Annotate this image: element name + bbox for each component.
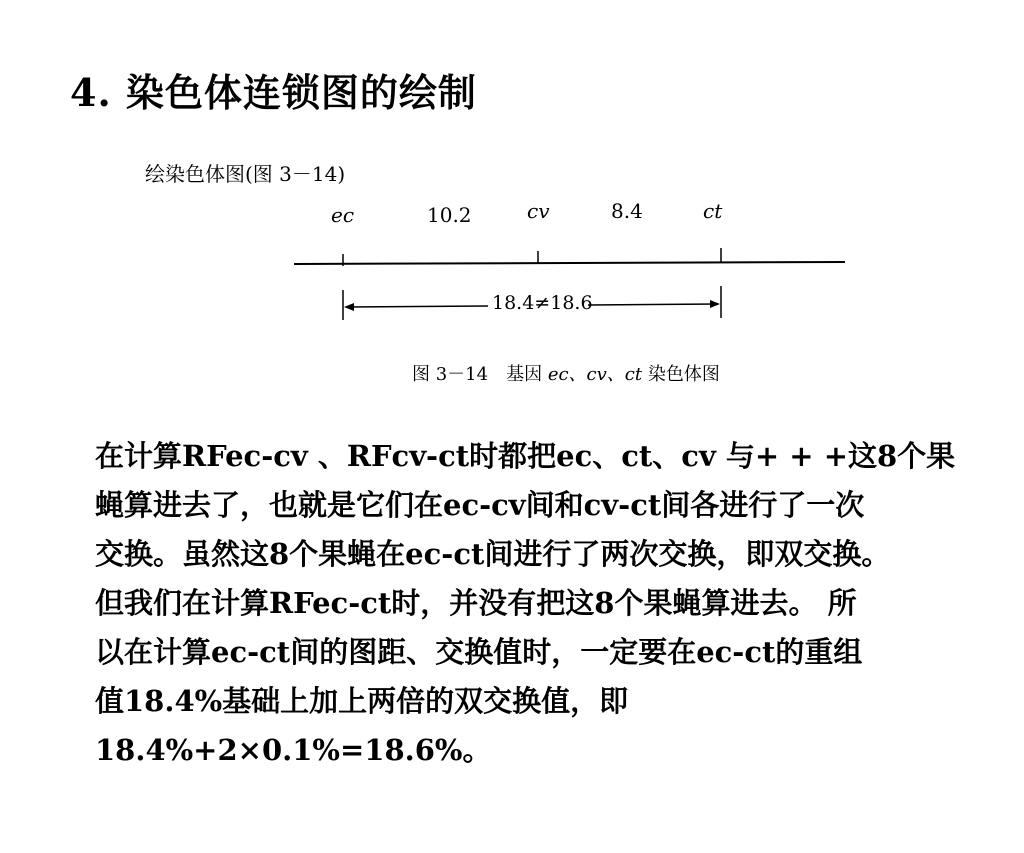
chromosome-map-figure (0, 0, 1024, 420)
span-arrow-left-line (346, 306, 488, 307)
slide-title: 4. 染色体连锁图的绘制 (70, 70, 477, 115)
paragraph-line: 在计算RFec-cv 、RFcv-ct时都把ec、ct、cv 与+ + +这8个果 (95, 439, 956, 473)
figure-intro-text: 绘染色体图(图 3－14) (145, 162, 346, 186)
distance-label-cv-ct: 8.4 (611, 199, 643, 223)
paragraph-line: 以在计算ec-ct间的图距、交换值时，一定要在ec-ct的重组 (95, 635, 863, 669)
span-arrow-right-line (588, 304, 718, 305)
gene-label-ec: ec (331, 203, 355, 227)
figure-caption (412, 360, 720, 386)
caption-suffix: 染色体图 (642, 364, 720, 385)
paragraph-line: 蝇算进去了，也就是它们在ec-cv间和cv-ct间各进行了一次 (95, 488, 865, 522)
paragraph-line: 值18.4%基础上加上两倍的双交换值，即 (95, 684, 629, 718)
paragraph-line: 18.4%+2×0.1%=18.6%。 (95, 733, 492, 767)
distance-label-ec-cv: 10.2 (427, 203, 472, 227)
chromosome-diagram (0, 0, 1024, 420)
gene-label-cv: cv (527, 199, 550, 223)
span-arrowhead-right (710, 300, 720, 308)
caption-genes: ec、cv、ct (547, 364, 643, 385)
chromosome-line (294, 262, 845, 264)
gene-label-ct: ct (703, 199, 723, 223)
explanation-paragraph (95, 432, 1005, 775)
paragraph-line: 交换。虽然这8个果蝇在ec-ct间进行了两次交换，即双交换。 (95, 537, 891, 571)
paragraph-line: 但我们在计算RFec-ct时，并没有把这8个果蝇算进去。 所 (95, 586, 857, 620)
span-distance-label: 18.4≠18.6 (492, 292, 593, 314)
span-arrowhead-left (344, 303, 354, 311)
caption-prefix: 图 3－14 基因 (412, 364, 548, 385)
